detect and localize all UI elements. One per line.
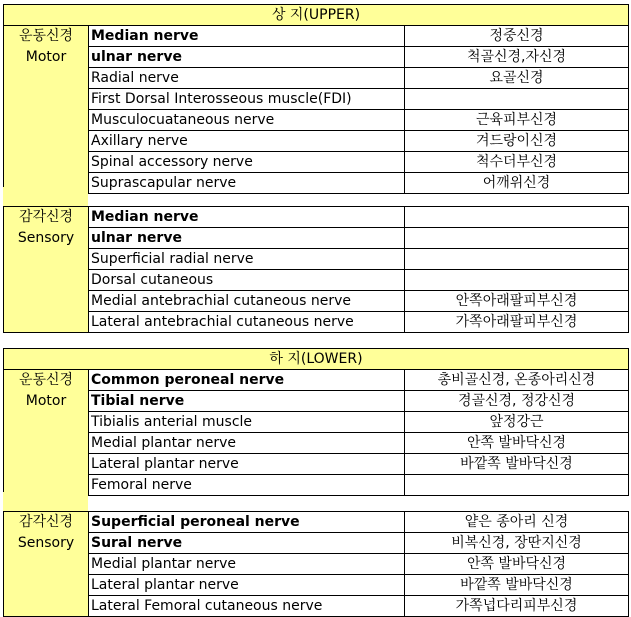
table-row <box>4 26 629 47</box>
table-row <box>4 173 629 194</box>
nerve-name-ko: 바깥쪽 발바닥신경 <box>405 454 629 475</box>
nerve-name-ko <box>405 228 629 249</box>
category-label-en: Sensory <box>17 229 75 246</box>
table-row <box>4 554 629 575</box>
nerve-name-ko: 근육피부신경 <box>405 110 629 131</box>
nerve-name-en: Superficial peroneal nerve <box>89 512 405 533</box>
nerve-name-en: Lateral antebrachial cutaneous nerve <box>89 312 405 333</box>
nerve-name-en: Median nerve <box>89 207 405 228</box>
category-label-ko: 감각신경 <box>18 514 74 530</box>
category-label-en: Motor <box>25 48 67 65</box>
nerve-name-en: Median nerve <box>89 26 405 47</box>
nerve-name-en: Sural nerve <box>89 533 405 554</box>
upper-gap-fill <box>3 187 88 207</box>
nerve-name-en: Lateral plantar nerve <box>89 454 405 475</box>
lower-sensory-table <box>3 511 629 617</box>
nerve-name-ko: 안쪽아래팔피부신경 <box>405 291 629 312</box>
nerve-name-ko <box>405 89 629 110</box>
table-row <box>4 228 629 249</box>
nerve-name-ko: 겨드랑이신경 <box>405 131 629 152</box>
nerve-name-ko: 척수더부신경 <box>405 152 629 173</box>
table-row <box>4 391 629 412</box>
table-row <box>4 47 629 68</box>
table-row <box>4 454 629 475</box>
nerve-name-ko <box>405 270 629 291</box>
table-row <box>4 207 629 228</box>
table-row <box>4 370 629 391</box>
nerve-name-ko: 척골신경,자신경 <box>405 47 629 68</box>
category-label-en: Motor <box>25 392 67 409</box>
nerve-name-ko: 경골신경, 정강신경 <box>405 391 629 412</box>
table-row <box>4 110 629 131</box>
category-label-ko: 운동신경 <box>18 28 74 44</box>
table-row <box>4 68 629 89</box>
nerve-name-ko: 앞정강근 <box>405 412 629 433</box>
nerve-name-en: ulnar nerve <box>89 47 405 68</box>
lower-gap-fill <box>3 492 88 512</box>
table-row <box>4 412 629 433</box>
category-label-ko: 운동신경 <box>18 372 74 388</box>
nerve-name-ko: 정중신경 <box>405 26 629 47</box>
nerve-name-en: Medial plantar nerve <box>89 433 405 454</box>
category-cell <box>4 512 89 617</box>
table-row <box>4 512 629 533</box>
upper-title: 상 지(UPPER) <box>4 5 629 26</box>
table-row <box>4 291 629 312</box>
nerve-name-ko: 비복신경, 장딴지신경 <box>405 533 629 554</box>
nerve-name-ko <box>405 475 629 496</box>
nerve-name-en: Tibialis anterial muscle <box>89 412 405 433</box>
nerve-name-en: Spinal accessory nerve <box>89 152 405 173</box>
nerve-name-en: Axillary nerve <box>89 131 405 152</box>
nerve-name-en: Superficial radial nerve <box>89 249 405 270</box>
table-row <box>4 89 629 110</box>
category-cell <box>4 370 89 496</box>
nerve-name-en: ulnar nerve <box>89 228 405 249</box>
nerve-name-ko: 안쪽 발바닥신경 <box>405 433 629 454</box>
category-label-ko: 감각신경 <box>18 209 74 225</box>
nerve-name-ko: 바깥쪽 발바닥신경 <box>405 575 629 596</box>
nerve-name-en: Tibial nerve <box>89 391 405 412</box>
table-row <box>4 433 629 454</box>
nerve-name-ko: 가쪽아래팔피부신경 <box>405 312 629 333</box>
category-label-en: Sensory <box>17 534 75 551</box>
table-row <box>4 475 629 496</box>
nerve-name-ko <box>405 207 629 228</box>
lower-title: 하 지(LOWER) <box>4 349 629 370</box>
category-cell <box>4 207 89 333</box>
nerve-name-ko: 요골신경 <box>405 68 629 89</box>
category-cell <box>4 26 89 194</box>
table-row <box>4 596 629 617</box>
nerve-name-en: Common peroneal nerve <box>89 370 405 391</box>
nerve-name-ko: 어깨위신경 <box>405 173 629 194</box>
nerve-name-en: Medial antebrachial cutaneous nerve <box>89 291 405 312</box>
nerve-name-en: Suprascapular nerve <box>89 173 405 194</box>
upper-sensory-table <box>3 206 629 333</box>
nerve-name-en: Femoral nerve <box>89 475 405 496</box>
nerve-name-ko: 가쪽넙다리피부신경 <box>405 596 629 617</box>
nerve-name-en: Medial plantar nerve <box>89 554 405 575</box>
nerve-name-en: Lateral plantar nerve <box>89 575 405 596</box>
table-row <box>4 152 629 173</box>
lower-motor-table <box>3 348 629 496</box>
nerve-name-en: Dorsal cutaneous <box>89 270 405 291</box>
table-row <box>4 270 629 291</box>
nerve-name-ko: 안쪽 발바닥신경 <box>405 554 629 575</box>
table-row <box>4 131 629 152</box>
nerve-name-en: Radial nerve <box>89 68 405 89</box>
table-row <box>4 533 629 554</box>
upper-motor-table <box>3 4 629 194</box>
table-row <box>4 575 629 596</box>
table-row <box>4 249 629 270</box>
nerve-name-ko: 총비골신경, 온종아리신경 <box>405 370 629 391</box>
nerve-name-en: Lateral Femoral cutaneous nerve <box>89 596 405 617</box>
nerve-name-ko: 얕은 종아리 신경 <box>405 512 629 533</box>
nerve-name-en: Musculocuataneous nerve <box>89 110 405 131</box>
nerve-name-ko <box>405 249 629 270</box>
table-row <box>4 312 629 333</box>
nerve-name-en: First Dorsal Interosseous muscle(FDI) <box>89 89 405 110</box>
